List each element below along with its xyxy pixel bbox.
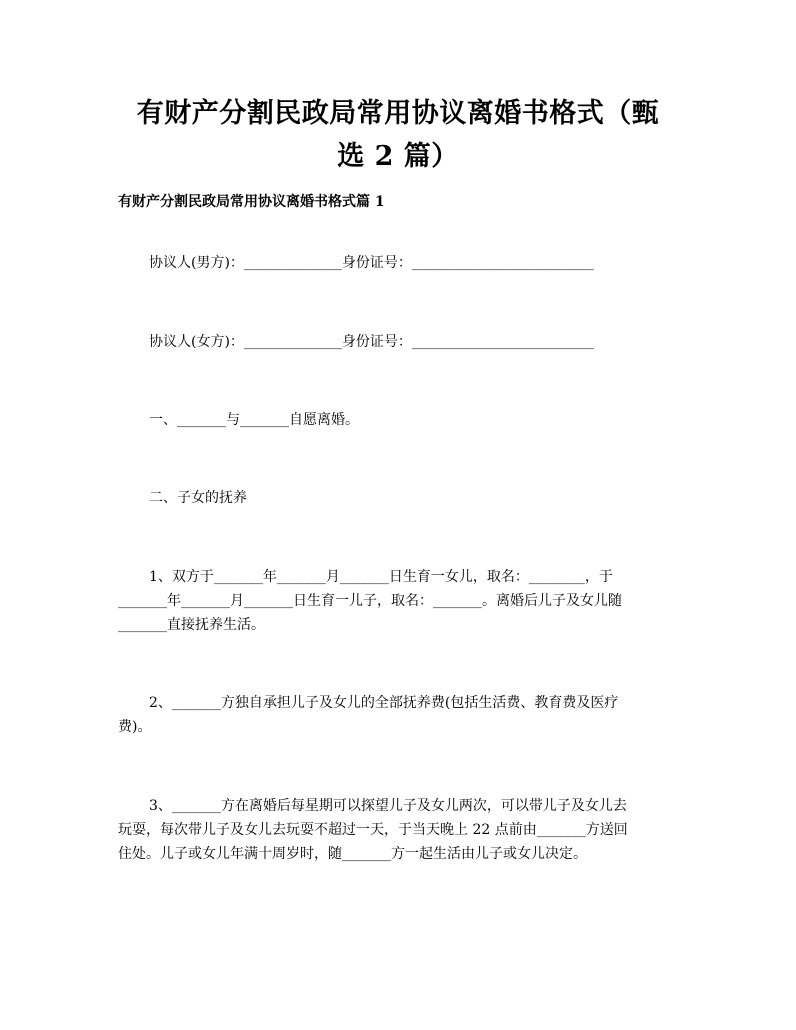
male-party-line: 协议人(男方)：______________身份证号：__________________________: [149, 255, 594, 271]
clause-2-1-line-2: _______年_______月_______日生育一儿子，取名：_______。离婚后儿子及女儿随: [118, 593, 622, 609]
clause-2-2-line-1: 2、_______方独自承担儿子及女儿的全部抚养费(包括生活费、教育费及医疗: [149, 695, 619, 711]
clause-2-3-line-1: 3、_______方在离婚后每星期可以探望儿子及女儿两次，可以带儿子及女儿去: [149, 798, 627, 814]
document-title-line-2: 选 2 篇）: [337, 141, 459, 172]
clause-2-3-line-3: 住处。儿子或女儿年满十周岁时，随_______方一起生活由儿子或女儿决定。: [118, 846, 587, 862]
clause-2-1-line-3: _______直接抚养生活。: [118, 617, 265, 633]
clause-2-3-line-2: 玩耍，每次带儿子及女儿去玩耍不超过一天，于当天晚上 22 点前由_______方送回: [118, 822, 628, 838]
section-heading: 有财产分割民政局常用协议离婚书格式篇 1: [118, 194, 385, 210]
clause-2-1-line-1: 1、双方于_______年_______月_______日生育一女儿，取名：________，于: [149, 569, 613, 585]
clause-1-voluntary-divorce: 一、_______与_______自愿离婚。: [149, 412, 359, 428]
clause-2-2-line-2: 费)。: [118, 719, 152, 735]
female-party-line: 协议人(女方)：______________身份证号：__________________________: [149, 334, 594, 350]
clause-2-heading-child-custody: 二、子女的抚养: [149, 490, 247, 506]
document-title-line-1: 有财产分割民政局常用协议离婚书格式（甄: [136, 98, 660, 129]
